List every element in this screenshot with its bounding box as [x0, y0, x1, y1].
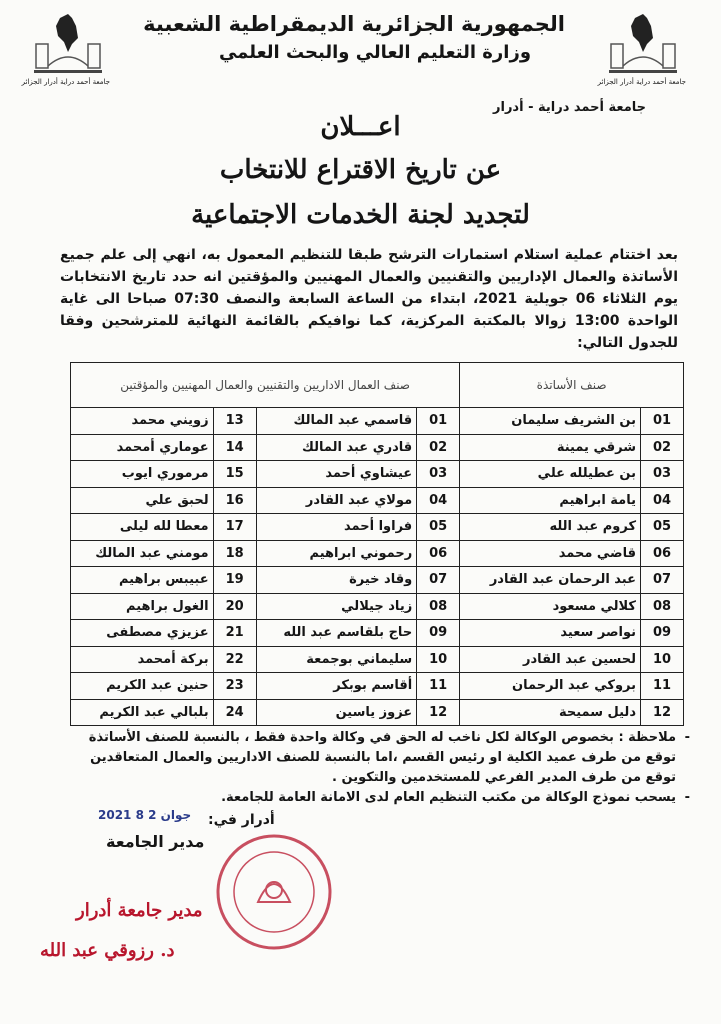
row-number: 11 — [417, 673, 460, 700]
row-number: 20 — [213, 593, 256, 620]
row-number: 12 — [417, 699, 460, 726]
row-number: 14 — [213, 434, 256, 461]
worker-name: قادري عبد المالك — [256, 434, 417, 461]
director-title: مدير الجامعة — [106, 832, 205, 851]
worker-name: عزوز ياسين — [256, 699, 417, 726]
note-form: - يسحب نموذج الوكالة من مكتب التنظيم العام لدى الامانة العامة للجامعة. — [221, 790, 690, 805]
worker-name: مرموري ايوب — [71, 461, 214, 488]
worker-name: حاج بلقاسم عبد الله — [256, 620, 417, 647]
worker-name: حنين عبد الكريم — [71, 673, 214, 700]
professor-name: بروكي عبد الرحمان — [460, 673, 641, 700]
row-number: 06 — [417, 540, 460, 567]
announcement-subtitle-2: لتجديد لجنة الخدمات الاجتماعية — [191, 200, 530, 230]
row-number: 06 — [641, 540, 684, 567]
row-number: 22 — [213, 646, 256, 673]
announcement-title: اعـــلان — [320, 112, 401, 142]
row-number: 21 — [213, 620, 256, 647]
note-text: ملاحظة : بخصوص الوكالة لكل ناخب له الحق في وكالة واحدة فقط ، بالنسبة للصنف الأساتذة توقع من طرف عميد الكلية او رئيس القسم ،اما بالنسبة للصنف الاداريين والعمال المتعاقدين توقع من طرف المدير الفرعي للمستخدمين والتكوين . — [88, 730, 676, 785]
date-stamp: 2021 جوان 2 8 — [98, 808, 192, 822]
worker-name: عزيزي مصطفى — [71, 620, 214, 647]
row-number: 24 — [213, 699, 256, 726]
professors-column-header: صنف الأساتذة — [460, 363, 684, 408]
logo-caption-left: جامعة أحمد دراية أدرار الجزائر — [21, 78, 110, 86]
candidates-table — [70, 362, 684, 726]
table-row — [71, 646, 684, 673]
announcement-body: بعد اختتام عملية استلام استمارات الترشح طبقا للتنظيم المعمول به، انهي إلى علم جميع الأساتذة والعمال الإداريين والتقنيين والعمال المهنيين والمؤقتين انه حدد تاريخ الانتخابات يوم الثلاثاء 06 جويلية 2021، ابتداء من الساعة السابعة والنصف 07:30 صباحا الى غاية الواحدة 13:00 زوالا بالمكتبة المركزية، كما نوافيكم بالقائمة النهائية للمترشحين وفقا للجدول التالي: — [60, 247, 678, 351]
professor-name: نواصر سعيد — [460, 620, 641, 647]
row-number: 17 — [213, 514, 256, 541]
professor-name: قاضي محمد — [460, 540, 641, 567]
worker-name: زويني محمد — [71, 408, 214, 435]
professor-name: عبد الرحمان عبد القادر — [460, 567, 641, 594]
table-row — [71, 461, 684, 488]
note-text: يسحب نموذج الوكالة من مكتب التنظيم العام لدى الامانة العامة للجامعة. — [221, 790, 676, 805]
row-number: 05 — [641, 514, 684, 541]
note-agency: - ملاحظة : بخصوص الوكالة لكل ناخب له الحق في وكالة واحدة فقط ، بالنسبة للصنف الأساتذة توقع من طرف عميد الكلية او رئيس القسم ،اما بالنسبة للصنف الاداريين والعمال المتعاقدين توقع من طرف المدير الفرعي للمستخدمين والتكوين . — [88, 730, 690, 785]
row-number: 15 — [213, 461, 256, 488]
row-number: 03 — [641, 461, 684, 488]
university-logo-right — [605, 8, 681, 84]
row-number: 11 — [641, 673, 684, 700]
row-number: 10 — [417, 646, 460, 673]
table-row — [71, 567, 684, 594]
professor-name: كروم عبد الله — [460, 514, 641, 541]
notes-section — [60, 728, 690, 808]
signature-line-1: مدير جامعة أدرار — [76, 900, 203, 921]
worker-name: عبيبس براهيم — [71, 567, 214, 594]
professor-name: بن عطيلله علي — [460, 461, 641, 488]
row-number: 18 — [213, 540, 256, 567]
table-row — [71, 540, 684, 567]
table-row — [71, 408, 684, 435]
professor-name: يامة ابراهيم — [460, 487, 641, 514]
republic-heading: الجمهورية الجزائرية الديمقراطية الشعبية — [143, 12, 565, 36]
announcement-subtitle: عن تاريخ الاقتراع للانتخاب — [219, 155, 502, 185]
worker-name: مومني عبد المالك — [71, 540, 214, 567]
professor-name: شرقي يمينة — [460, 434, 641, 461]
place-label: أدرار في: — [208, 812, 275, 828]
ministry-heading: وزارة التعليم العالي والبحث العلمي — [218, 42, 532, 63]
table-header-row — [71, 363, 684, 408]
row-number: 02 — [641, 434, 684, 461]
row-number: 07 — [417, 567, 460, 594]
university-name: جامعة أحمد دراية - أدرار — [493, 100, 646, 115]
row-number: 04 — [417, 487, 460, 514]
worker-name: عيشاوي أحمد — [256, 461, 417, 488]
row-number: 01 — [417, 408, 460, 435]
professor-name: كلالي مسعود — [460, 593, 641, 620]
row-number: 03 — [417, 461, 460, 488]
row-number: 13 — [213, 408, 256, 435]
table-row — [71, 514, 684, 541]
logo-caption-right: جامعة أحمد دراية أدرار الجزائر — [597, 78, 686, 86]
row-number: 19 — [213, 567, 256, 594]
row-number: 23 — [213, 673, 256, 700]
signature-line-2: د. رزوقي عبد الله — [40, 940, 175, 961]
professor-name: بن الشريف سليمان — [460, 408, 641, 435]
row-number: 04 — [641, 487, 684, 514]
worker-name: وقاد خيرة — [256, 567, 417, 594]
table-row — [71, 673, 684, 700]
table-row — [71, 699, 684, 726]
stamp-icon — [214, 832, 334, 952]
table-row — [71, 434, 684, 461]
worker-name: مولاي عبد القادر — [256, 487, 417, 514]
table-row — [71, 487, 684, 514]
table-row — [71, 620, 684, 647]
worker-name: زياد جيلالي — [256, 593, 417, 620]
row-number: 10 — [641, 646, 684, 673]
worker-name: لحبق علي — [71, 487, 214, 514]
university-logo-icon — [30, 8, 106, 84]
row-number: 09 — [417, 620, 460, 647]
row-number: 02 — [417, 434, 460, 461]
table-row — [71, 593, 684, 620]
worker-name: قاسمي عبد المالك — [256, 408, 417, 435]
university-logo-left — [30, 8, 106, 84]
professor-name: لحسين عبد القادر — [460, 646, 641, 673]
row-number: 01 — [641, 408, 684, 435]
worker-name: بلبالي عبد الكريم — [71, 699, 214, 726]
official-stamp — [214, 832, 334, 952]
worker-name: الغول براهيم — [71, 593, 214, 620]
worker-name: بركة أمحمد — [71, 646, 214, 673]
worker-name: سليماني بوجمعة — [256, 646, 417, 673]
row-number: 12 — [641, 699, 684, 726]
row-number: 09 — [641, 620, 684, 647]
row-number: 07 — [641, 567, 684, 594]
row-number: 08 — [641, 593, 684, 620]
workers-column-header: صنف العمال الاداريين والتقنيين والعمال المهنيين والمؤقتين — [71, 363, 460, 408]
row-number: 05 — [417, 514, 460, 541]
worker-name: معطا لله ليلى — [71, 514, 214, 541]
row-number: 16 — [213, 487, 256, 514]
worker-name: رحموني ابراهيم — [256, 540, 417, 567]
worker-name: فراوا أحمد — [256, 514, 417, 541]
worker-name: عوماري أمحمد — [71, 434, 214, 461]
professor-name: دليل سميحة — [460, 699, 641, 726]
university-logo-icon — [605, 8, 681, 84]
row-number: 08 — [417, 593, 460, 620]
worker-name: أقاسم بوبكر — [256, 673, 417, 700]
